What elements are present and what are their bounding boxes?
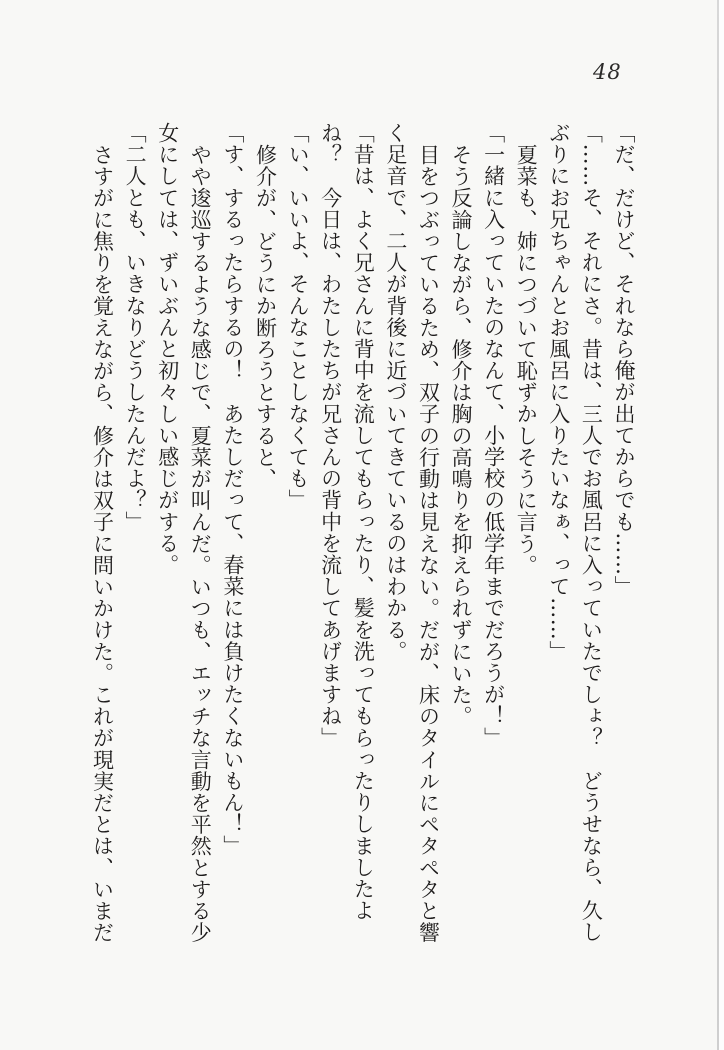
- text-line-8: く足音で、二人が背後に近づいてきているのはわかる。: [383, 122, 408, 662]
- text-block: [86, 122, 640, 1002]
- text-line-11: 「い、いいよ、そんなことしなくても」: [286, 122, 311, 511]
- text-line-1: 「だ、だけど、それなら俺が出てからでも……」: [612, 122, 636, 598]
- text-line-7: 目をつぶっているため、双子の行動は見えない。だが、床のタイルにペタペタと響: [416, 143, 441, 943]
- text-line-12: 修介が、どうにか断ろうとすると、: [253, 143, 278, 490]
- page-edge-highlight: [719, 0, 724, 1050]
- text-line-10: ね？ 今日は、わたしたちが兄さんの背中を流してあげますね」: [318, 122, 343, 749]
- page-edge-shadow: [717, 0, 719, 1050]
- text-line-17: さすがに焦りを覚えながら、修介は双子に問いかけた。これが現実だとは、いまだ: [90, 143, 115, 943]
- text-line-16: 「二人とも、いきなりどうしたんだよ？」: [123, 122, 148, 533]
- text-line-6: そう反論しながら、修介は胸の高鳴りを抑えられずにいた。: [449, 143, 474, 727]
- text-line-15: 女にしては、ずいぶんと初々しい感じがする。: [155, 122, 180, 576]
- text-line-13: 「す、するったらするの！ あたしだって、春菜には負けたくないもん！」: [220, 122, 245, 857]
- text-line-3: ぶりにお兄ちゃんとお風呂に入りたいなぁ、って……」: [546, 122, 571, 662]
- text-line-2: 「……そ、それにさ。昔は、三人でお風呂に入っていたでしょ？ どうせなら、久し: [579, 122, 604, 943]
- text-line-5: 「一緒に入っていたのなんて、小学校の低学年までだろうが！」: [481, 122, 506, 749]
- page-number: 48: [593, 60, 622, 84]
- text-line-4: 夏菜も、姉につづいて恥ずかしそうに言う。: [514, 143, 539, 576]
- text-line-14: やや逡巡するような感じで、夏菜が叫んだ。いつも、エッチな言動を平然とする少: [188, 143, 213, 943]
- text-line-9: 「昔は、よく兄さんに背中を流してもらったり、髪を洗ってもらったりしましたよ: [351, 122, 376, 922]
